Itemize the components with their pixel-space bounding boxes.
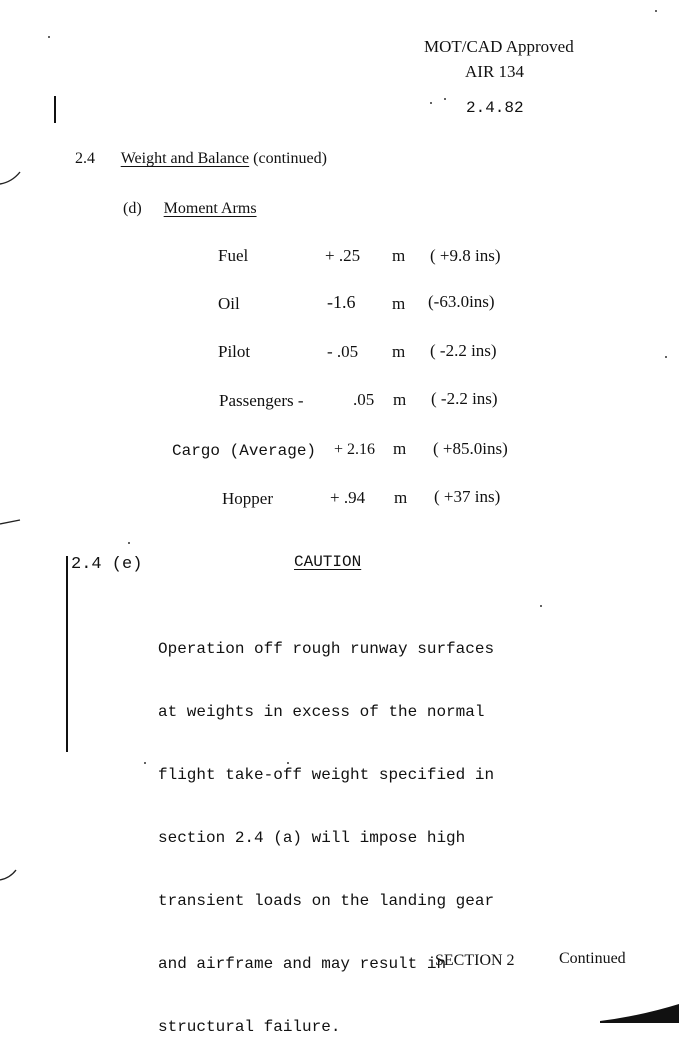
row-value: + .25: [325, 246, 361, 265]
caution-line: at weights in excess of the normal: [158, 703, 485, 721]
footer-section: SECTION 2: [435, 952, 515, 969]
edge-mark-middle: [0, 512, 24, 532]
row-item: Fuel: [218, 246, 249, 265]
caution-line: flight take-off weight specified in: [158, 766, 495, 784]
scan-speck: [655, 10, 657, 12]
row-unit: m: [394, 488, 408, 507]
row-value: + 2.16: [334, 441, 376, 458]
caution-heading: CAUTION: [294, 553, 362, 571]
subsection-title: Moment Arms: [163, 200, 257, 217]
approval-text: MOT/CAD Approved: [424, 37, 574, 56]
row-value: -1.6: [327, 292, 356, 312]
scan-speck: [48, 36, 50, 38]
row-inches: ( +9.8 ins): [430, 246, 501, 265]
row-item: Hopper: [222, 489, 273, 508]
section-suffix: (continued): [253, 150, 327, 167]
row-value: .05: [353, 390, 375, 409]
scan-speck: [444, 98, 446, 100]
revision-bar-top: [54, 96, 56, 123]
row-unit: m: [392, 246, 406, 265]
row-unit: m: [393, 439, 407, 458]
row-inches: ( +85.0ins): [433, 439, 508, 458]
caution-line: and airframe and may result in: [158, 955, 447, 973]
caution-line: Operation off rough runway surfaces: [158, 640, 495, 658]
caution-line: structural failure.: [158, 1018, 341, 1036]
scan-speck: [665, 356, 667, 358]
scan-speck: [430, 102, 432, 104]
caution-reference: 2.4 (e): [71, 555, 143, 574]
row-inches: (-63.0ins): [428, 292, 495, 311]
row-item: Pilot: [218, 342, 251, 361]
row-item: Cargo (Average): [172, 442, 317, 460]
issue-date: 2.4.82: [466, 99, 524, 117]
row-value: + .94: [330, 488, 366, 507]
scan-speck: [144, 762, 146, 764]
scan-speck: [540, 605, 542, 607]
section-number: 2.4: [75, 150, 95, 167]
row-item: Passengers -: [219, 391, 304, 410]
row-unit: m: [392, 294, 406, 313]
scan-speck: [128, 542, 130, 544]
air-number: AIR 134: [465, 62, 525, 81]
scan-speck: [287, 762, 289, 764]
footer-status: Continued: [559, 950, 626, 967]
section-heading: [75, 150, 327, 168]
row-item: Oil: [218, 294, 240, 313]
revision-bar-caution: [66, 556, 68, 752]
row-unit: m: [393, 390, 407, 409]
edge-mark-bottom: [0, 862, 24, 886]
row-inches: ( -2.2 ins): [431, 389, 498, 408]
caution-line: section 2.4 (a) will impose high: [158, 829, 466, 847]
edge-mark-top: [0, 160, 24, 190]
row-value: - .05: [327, 342, 359, 361]
corner-shadow: [600, 1000, 679, 1023]
subsection-label: (d): [123, 200, 142, 217]
caution-line: transient loads on the landing gear: [158, 892, 495, 910]
row-inches: ( -2.2 ins): [430, 341, 497, 360]
row-inches: ( +37 ins): [434, 487, 501, 506]
row-unit: m: [392, 342, 406, 361]
subsection-heading: [123, 200, 257, 218]
caution-text: [158, 597, 494, 1059]
section-title: Weight and Balance: [120, 150, 250, 167]
